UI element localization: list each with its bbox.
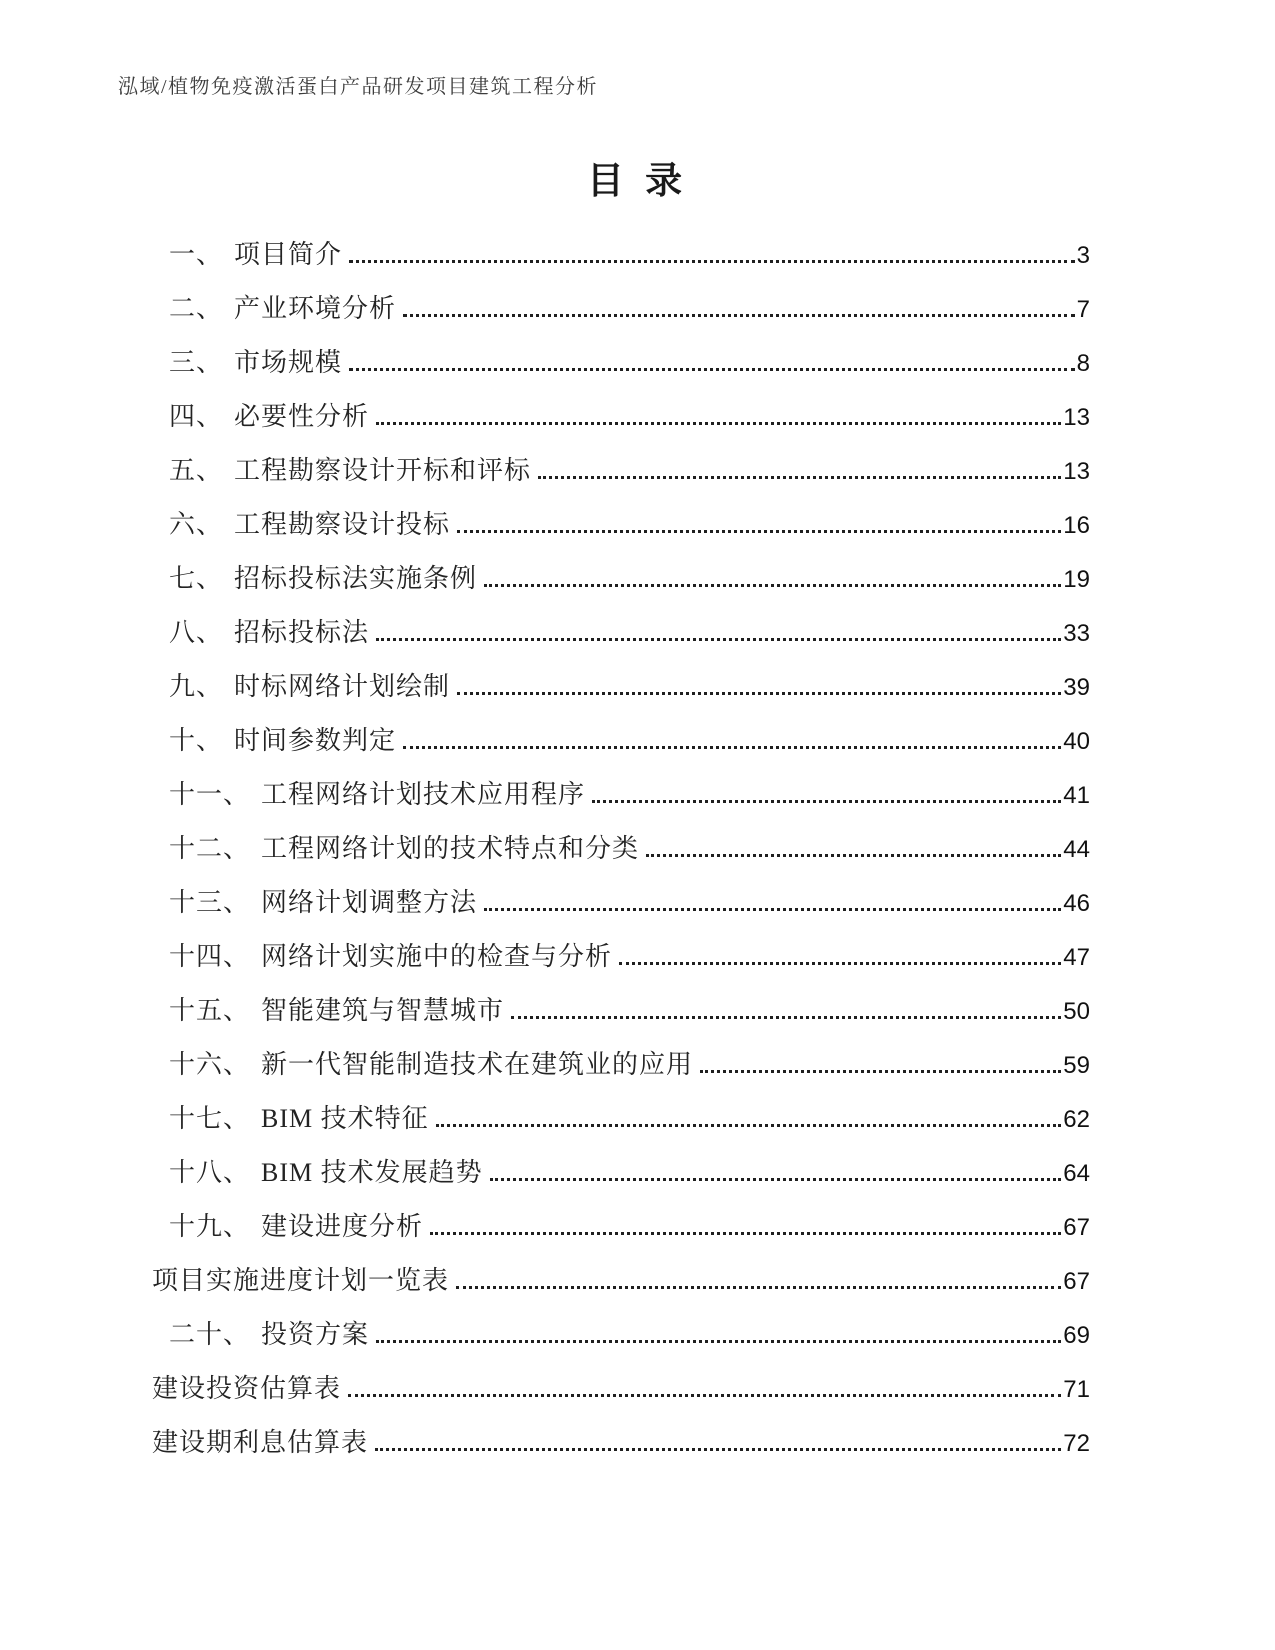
toc-entry-number: 八、 — [169, 618, 224, 647]
dot-leader — [457, 530, 1061, 533]
toc-entry-title: 投资方案 — [261, 1320, 370, 1349]
dot-leader — [348, 1394, 1061, 1397]
toc-entry-title: BIM 技术发展趋势 — [261, 1158, 483, 1187]
toc-entry[interactable] — [152, 282, 1090, 336]
dot-leader — [457, 692, 1061, 695]
toc-entry[interactable] — [152, 336, 1090, 390]
dot-leader — [403, 314, 1075, 317]
toc-entry-title: 网络计划调整方法 — [261, 888, 478, 917]
toc-entry-title: 产业环境分析 — [234, 294, 397, 323]
toc-entry-page: 67 — [1063, 1214, 1090, 1241]
toc-entry-number: 六、 — [169, 510, 224, 539]
toc-entry-page: 46 — [1063, 890, 1090, 917]
toc-entry-page: 8 — [1076, 350, 1090, 377]
toc-entry-number: 十八、 — [169, 1158, 251, 1187]
dot-leader — [592, 800, 1061, 803]
toc-entry[interactable] — [152, 876, 1090, 930]
toc-entry-title: 市场规模 — [234, 348, 343, 377]
toc-entry-number: 十一、 — [169, 780, 251, 809]
toc-entry-title: 时标网络计划绘制 — [234, 672, 451, 701]
toc-entry[interactable] — [152, 444, 1090, 498]
dot-leader — [456, 1286, 1061, 1289]
toc-entry[interactable] — [152, 1362, 1090, 1416]
toc-entry-number: 十五、 — [169, 996, 251, 1025]
toc-entry[interactable] — [152, 228, 1090, 282]
toc-entry-page: 7 — [1076, 296, 1090, 323]
dot-leader — [349, 260, 1075, 263]
toc-entry-page: 67 — [1063, 1268, 1090, 1295]
dot-leader — [484, 908, 1061, 911]
dot-leader — [376, 422, 1061, 425]
toc-entry-title: 项目简介 — [234, 240, 343, 269]
toc-entry-title: 工程网络计划的技术特点和分类 — [261, 834, 640, 863]
toc-entry-title: 工程勘察设计投标 — [234, 510, 451, 539]
toc-entry-number: 二、 — [169, 294, 224, 323]
toc-entry-title: 新一代智能制造技术在建筑业的应用 — [261, 1050, 694, 1079]
toc-entry-number: 四、 — [169, 402, 224, 431]
toc-entry-page: 64 — [1063, 1160, 1090, 1187]
toc-entry-page: 40 — [1063, 728, 1090, 755]
toc-entry[interactable] — [152, 1038, 1090, 1092]
toc-entry-number: 十四、 — [169, 942, 251, 971]
toc-entry-number: 三、 — [169, 348, 224, 377]
toc-entry-number: 五、 — [169, 456, 224, 485]
toc-entry[interactable] — [152, 930, 1090, 984]
dot-leader — [538, 476, 1061, 479]
toc-entry-title: BIM 技术特征 — [261, 1104, 429, 1133]
toc-entry-page: 16 — [1063, 512, 1090, 539]
document-header: 泓域/植物免疫激活蛋白产品研发项目建筑工程分析 — [118, 76, 599, 98]
toc-entry-number: 十六、 — [169, 1050, 251, 1079]
toc-entry-page: 72 — [1063, 1430, 1090, 1457]
toc-entry-title: 建设进度分析 — [261, 1212, 424, 1241]
toc-entry-number: 十七、 — [169, 1104, 251, 1133]
toc-entry[interactable] — [152, 1092, 1090, 1146]
toc-entry-number: 十三、 — [169, 888, 251, 917]
dot-leader — [619, 962, 1061, 965]
toc-entry-number: 十二、 — [169, 834, 251, 863]
toc-entry-number: 二十、 — [169, 1320, 251, 1349]
toc-entry-number: 九、 — [169, 672, 224, 701]
dot-leader — [403, 746, 1061, 749]
toc-entry-page: 47 — [1063, 944, 1090, 971]
toc-entry-page: 19 — [1063, 566, 1090, 593]
page-title: 目 录 — [586, 161, 689, 202]
toc-entry-title: 网络计划实施中的检查与分析 — [261, 942, 613, 971]
dot-leader — [646, 854, 1061, 857]
toc-entry[interactable] — [152, 1254, 1090, 1308]
toc-entry[interactable] — [152, 822, 1090, 876]
toc-entry-title: 时间参数判定 — [234, 726, 397, 755]
toc-entry-number: 一、 — [169, 240, 224, 269]
toc-entry-page: 13 — [1063, 404, 1090, 431]
dot-leader — [511, 1016, 1061, 1019]
toc-entry-number: 十、 — [169, 726, 224, 755]
toc-entry-page: 59 — [1063, 1052, 1090, 1079]
toc-entry[interactable] — [152, 390, 1090, 444]
dot-leader — [700, 1070, 1061, 1073]
dot-leader — [376, 638, 1061, 641]
dot-leader — [349, 368, 1075, 371]
toc-entry-number: 七、 — [169, 564, 224, 593]
dot-leader — [376, 1340, 1061, 1343]
toc-entry[interactable] — [152, 1200, 1090, 1254]
toc-entry-page: 44 — [1063, 836, 1090, 863]
dot-leader — [484, 584, 1061, 587]
toc-entry-title: 招标投标法实施条例 — [234, 564, 478, 593]
toc-entry-page: 13 — [1063, 458, 1090, 485]
toc-entry-page: 41 — [1063, 782, 1090, 809]
toc-entry-title: 工程网络计划技术应用程序 — [261, 780, 586, 809]
dot-leader — [490, 1178, 1062, 1181]
toc-entry-title: 项目实施进度计划一览表 — [152, 1266, 450, 1295]
toc-entry[interactable] — [152, 714, 1090, 768]
toc-entry-page: 71 — [1063, 1376, 1090, 1403]
toc-entry-page: 3 — [1076, 242, 1090, 269]
toc-entry[interactable] — [152, 498, 1090, 552]
toc-entry[interactable] — [152, 1146, 1090, 1200]
toc-entry[interactable] — [152, 768, 1090, 822]
toc-entry-page: 33 — [1063, 620, 1090, 647]
toc-entry-page: 50 — [1063, 998, 1090, 1025]
toc-entry-title: 智能建筑与智慧城市 — [261, 996, 505, 1025]
toc-entry[interactable] — [152, 552, 1090, 606]
toc-entry-title: 工程勘察设计开标和评标 — [234, 456, 532, 485]
toc-entry-title: 建设期利息估算表 — [152, 1428, 369, 1457]
table-of-contents — [152, 228, 1090, 1470]
toc-entry-page: 62 — [1063, 1106, 1090, 1133]
dot-leader — [430, 1232, 1061, 1235]
toc-entry-title: 必要性分析 — [234, 402, 370, 431]
toc-entry[interactable] — [152, 1308, 1090, 1362]
toc-entry[interactable] — [152, 660, 1090, 714]
toc-entry-page: 69 — [1063, 1322, 1090, 1349]
toc-entry-number: 十九、 — [169, 1212, 251, 1241]
toc-entry-title: 建设投资估算表 — [152, 1374, 342, 1403]
dot-leader — [375, 1448, 1061, 1451]
toc-entry[interactable] — [152, 606, 1090, 660]
toc-entry-title: 招标投标法 — [234, 618, 370, 647]
toc-entry-page: 39 — [1063, 674, 1090, 701]
dot-leader — [436, 1124, 1062, 1127]
toc-entry[interactable] — [152, 1416, 1090, 1470]
toc-entry[interactable] — [152, 984, 1090, 1038]
